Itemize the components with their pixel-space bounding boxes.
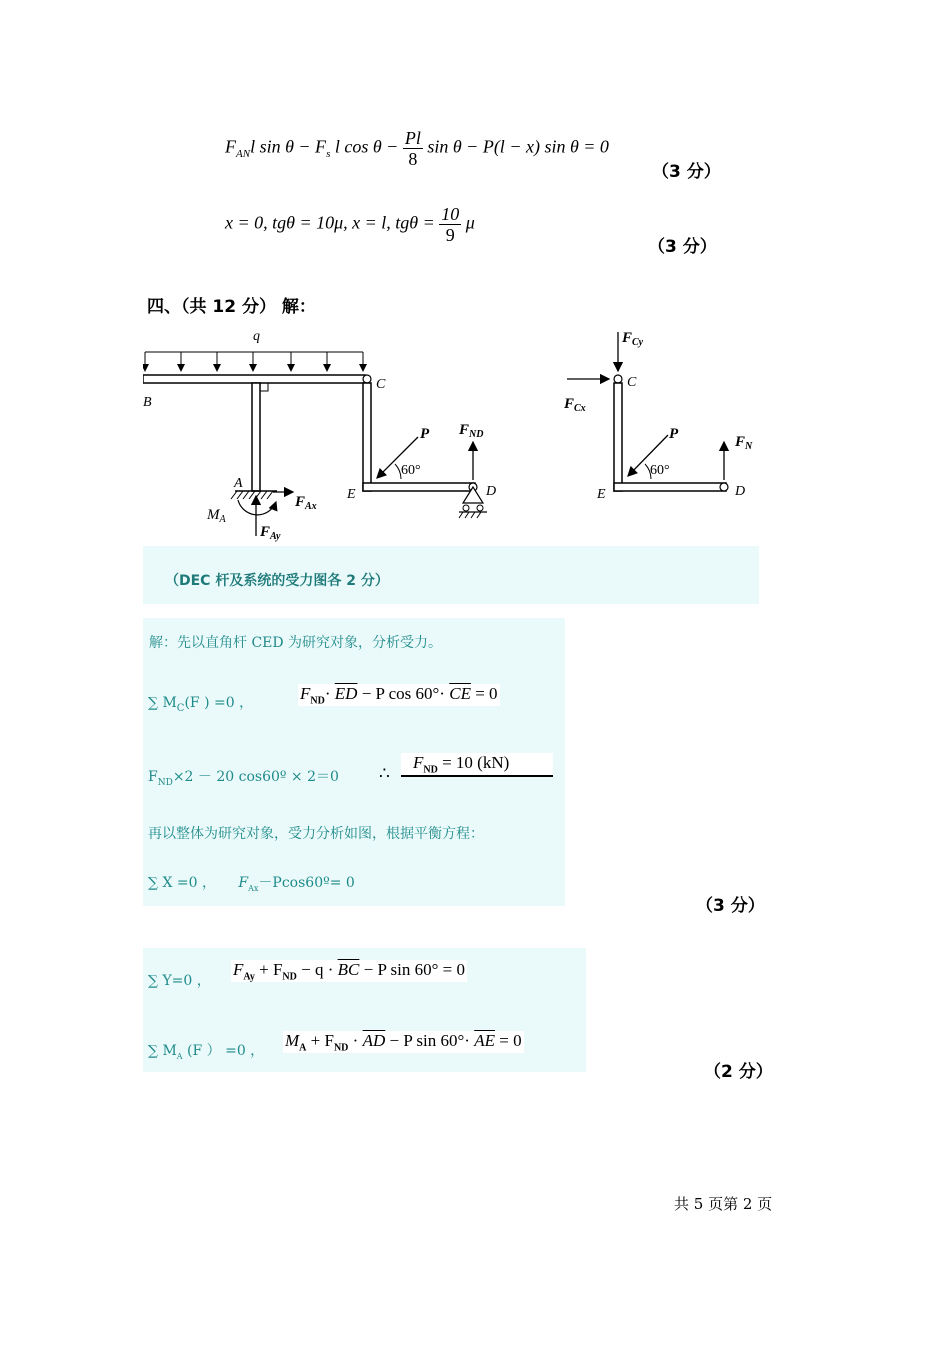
label-ma: $M_A$ xyxy=(207,507,226,525)
moment-a-equation: $M_A + F_{ND} \cdot \overline{AD} - P$ $\sin 60^\circ\cdot \overline{AE} = 0$ xyxy=(285,1031,522,1054)
label-angle-sub: 60° xyxy=(650,463,670,478)
sum-y-equation: $F_{Ay} + F_{ND} - q \cdot \overline{BC} - P$ sin 60° = 0 xyxy=(233,960,465,983)
label-c: C xyxy=(376,377,386,392)
score-3-b: （3 分） xyxy=(648,237,717,257)
label-e: E xyxy=(347,487,356,502)
label-c-sub: C xyxy=(627,375,637,390)
page-footer: 共 5 页第 2 页 xyxy=(674,1195,773,1213)
whole-system-intro: 再以整体为研究对象，受力分析如图，根据平衡方程： xyxy=(148,826,484,842)
label-d: D xyxy=(486,484,497,499)
score-3-a: （3 分） xyxy=(652,162,721,182)
label-d-sub: D xyxy=(735,484,746,499)
label-q: q xyxy=(253,329,260,344)
solution-intro: 解：先以直角杆 CED 为研究对象，分析受力。 xyxy=(149,635,443,651)
moment-c-equation: $F_{ND}\cdot \overline{ED} - P$ $\cos 60^\circ\cdot \overline{CE} = 0$ xyxy=(300,684,498,707)
fnd-result: $F_{ND} = 10$ (kN) xyxy=(401,753,553,777)
member-ced-diagram xyxy=(563,330,753,502)
label-fnd: $F_{ND}$ xyxy=(459,422,484,440)
sum-x-equation: ∑ X =0 ， $F_{Ax}-Pcos60º= 0$ xyxy=(148,875,355,893)
system-diagram xyxy=(143,329,496,542)
label-fn: $F_N$ xyxy=(735,434,753,452)
figure-panel xyxy=(143,324,759,604)
label-fax: $F_{Ax}$ xyxy=(295,494,317,512)
therefore-symbol: ∴ xyxy=(379,764,390,783)
label-p: P xyxy=(420,426,430,442)
label-a: A xyxy=(234,476,243,491)
score-3-c: （3 分） xyxy=(696,896,765,916)
sum-y-label: ∑ Y=0 ， xyxy=(148,973,211,989)
solution-block-1 xyxy=(143,618,565,906)
equation-friction-moment: $F_{AN}l$ $\sin \theta - F_s$ l cos θ − $\frac{Pl}{8}$ sin θ − P(l − x) sin θ = 0 xyxy=(225,128,609,169)
moment-a-label: ∑ $M_A$ (F ） =0 ， xyxy=(148,1043,265,1061)
label-fcx: $F_{Cx}$ xyxy=(564,396,586,414)
label-p-sub: P xyxy=(669,426,679,442)
label-angle: 60° xyxy=(401,463,421,478)
label-fcy: $F_{Cy}$ xyxy=(622,330,644,348)
moment-c-label: ∑ $M_C(F$ ) =0 ， xyxy=(148,695,254,714)
label-b: B xyxy=(143,395,152,410)
label-e-sub: E xyxy=(597,487,606,502)
force-diagram xyxy=(143,324,759,546)
section-heading: 四、（共 12 分） 解： xyxy=(147,297,316,317)
fnd-calculation: $F_{ND}\times 2 - 20$ cos60º × 2＝0 xyxy=(148,769,339,788)
equation-tan-theta: x = 0, tgθ = 10μ, x = l, tgθ = $\frac{10}{9}$ μ xyxy=(225,204,475,245)
label-fay: $F_{Ay}$ xyxy=(260,524,281,542)
score-2: （2 分） xyxy=(704,1062,773,1082)
solution-block-2 xyxy=(143,948,586,1072)
figure-caption: （DEC 杆及系统的受力图各 2 分） xyxy=(165,573,389,589)
